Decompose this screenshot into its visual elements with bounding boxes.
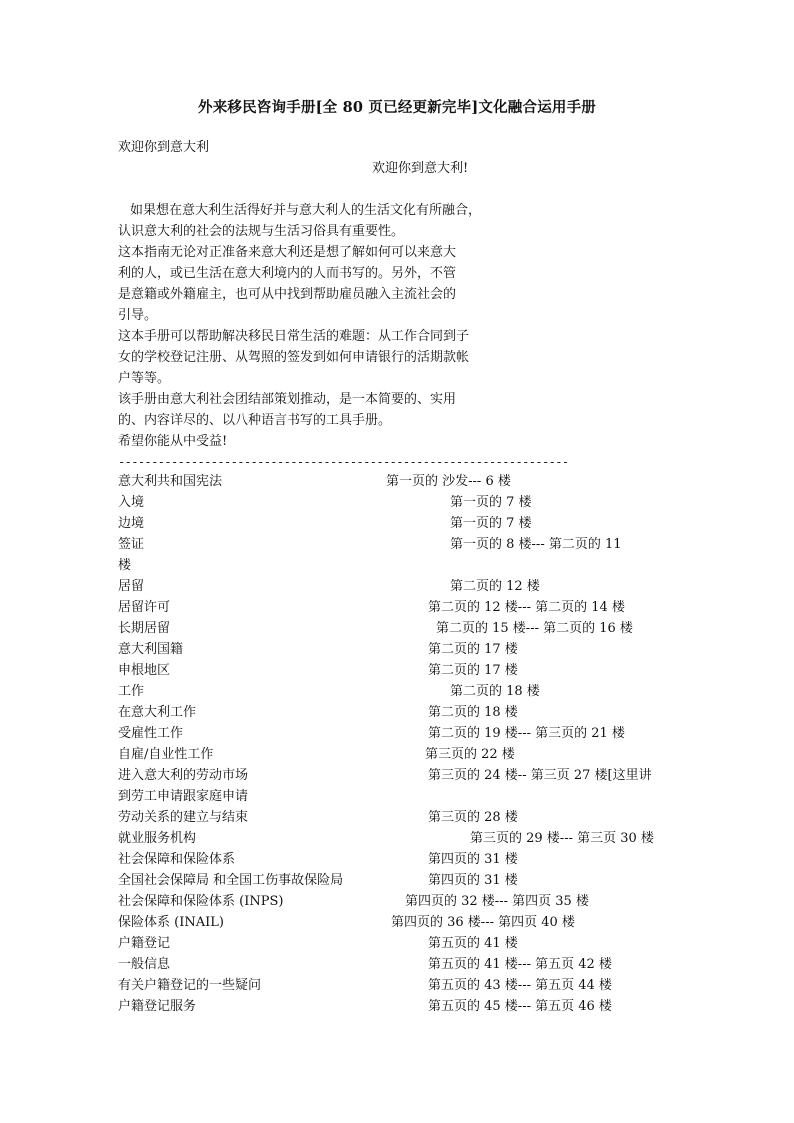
toc-label: 签证 [118,537,145,552]
toc-label: 社会保障和保险体系 [118,852,236,867]
toc-label: 边境 [118,516,145,531]
intro-line: 这本指南无论对正准备来意大利还是想了解如何可以来意大 [118,245,457,260]
intro-line: 该手册由意大利社会团结部策划推动，是一本简要的、实用 [118,392,457,407]
toc-ref: 第三页的 28 楼 [428,810,518,825]
toc-ref: 第五页的 41 楼 [428,936,518,951]
toc-ref: 第四页的 36 楼--- 第四页 40 楼 [391,915,575,930]
toc-label: 全国社会保障局 和全国工伤事故保险局 [118,873,344,888]
toc-label: 长期居留 [118,621,171,636]
intro-line: 的、内容详尽的、以八种语言书写的工具手册。 [118,413,392,428]
toc-ref: 第一页的 7 楼 [450,516,532,531]
toc-label: 受雇性工作 [118,726,184,741]
toc-ref: 第二页的 18 楼 [450,684,540,699]
toc-label: 保险体系 (INAIL) [118,915,224,930]
intro-line: 是意籍或外籍雇主，也可从中找到帮助雇员融入主流社会的 [118,287,457,302]
toc-ref: 第一页的 8 楼--- 第二页的 11 [450,537,622,552]
intro-line: 认识意大利的社会的法规与生活习俗具有重要性。 [118,224,405,239]
toc-ref: 第二页的 18 楼 [428,705,518,720]
toc-label: 工作 [118,684,145,699]
toc-label: 进入意大利的劳动市场 [118,768,249,783]
intro-line: 女的学校登记注册、从驾照的签发到如何申请银行的活期款帐 [118,350,470,365]
toc-label: 意大利国籍 [118,642,184,657]
toc-label: 劳动关系的建立与结束 [118,810,249,825]
intro-line: 利的人，或已生活在意大利境内的人而书写的。另外，不管 [118,266,457,281]
intro-line: 引导。 [118,308,158,323]
welcome-centered: 欢迎你到意大利! [372,161,469,176]
toc-ref: 第三页的 22 楼 [425,747,515,762]
toc-ref: 第四页的 31 楼 [428,873,518,888]
toc-ref: 第二页的 12 楼--- 第二页的 14 楼 [428,600,625,615]
toc-label: 社会保障和保险体系 (INPS) [118,894,284,909]
toc-label: 意大利共和国宪法 [118,474,223,489]
toc-ref: 第二页的 17 楼 [428,642,518,657]
toc-ref: 第二页的 15 楼--- 第二页的 16 楼 [436,621,633,636]
intro-line: 这本手册可以帮助解决移民日常生活的难题：从工作合同到子 [118,329,470,344]
toc-ref: 第二页的 19 楼--- 第三页的 21 楼 [428,726,625,741]
toc-ref: 第一页的 7 楼 [450,495,532,510]
toc-label: 申根地区 [118,663,171,678]
toc-label: 入境 [118,495,145,510]
toc-label: 到劳工申请跟家庭申请 [118,789,249,804]
toc-label: 楼 [118,558,132,573]
intro-line: 户等等。 [118,371,171,386]
section-divider: -------------------------------------------------------------------- [118,455,569,469]
toc-ref: 第一页的 沙发--- 6 楼 [386,474,511,489]
toc-ref: 第五页的 43 楼--- 第五页 44 楼 [428,978,612,993]
document-title: 外来移民咨询手册[全 80 页已经更新完毕]文化融合运用手册 [198,99,596,116]
toc-ref: 第三页的 29 楼--- 第三页 30 楼 [470,831,654,846]
toc-label: 户籍登记 [118,936,171,951]
toc-label: 户籍登记服务 [118,999,197,1014]
toc-label: 居留 [118,579,145,594]
toc-ref: 第二页的 12 楼 [450,579,540,594]
toc-label: 就业服务机构 [118,831,197,846]
welcome-heading: 欢迎你到意大利 [118,140,210,155]
toc-label: 自雇/自业性工作 [118,747,214,762]
toc-ref: 第五页的 45 楼--- 第五页 46 楼 [428,999,612,1014]
intro-line: 希望你能从中受益! [118,434,228,449]
toc-label: 在意大利工作 [118,705,197,720]
toc-ref: 第四页的 31 楼 [428,852,518,867]
toc-ref: 第二页的 17 楼 [428,663,518,678]
toc-ref: 第五页的 41 楼--- 第五页 42 楼 [428,957,612,972]
toc-label: 一般信息 [118,957,171,972]
toc-label: 居留许可 [118,600,171,615]
intro-line: 如果想在意大利生活得好并与意大利人的生活文化有所融合， [130,203,482,218]
toc-ref: 第四页的 32 楼--- 第四页 35 楼 [405,894,589,909]
toc-label: 有关户籍登记的一些疑问 [118,978,262,993]
toc-ref: 第三页的 24 楼-- 第三页 27 楼[这里讲 [428,768,652,783]
